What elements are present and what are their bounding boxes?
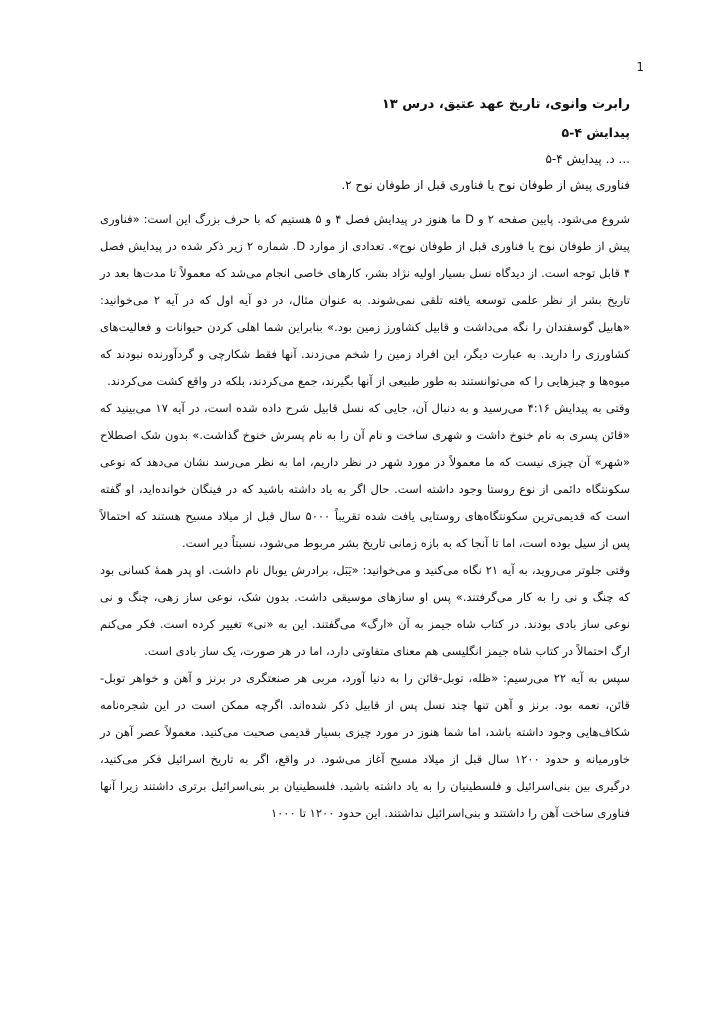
paragraph-1: شروع می‌شود. پایین صفحه ۲ و D ما هنوز در پیدایش فصل ۴ و ۵ هستیم که با حرف بزرگ این است: «فناوری پیش از طوفان نوح یا فناوری قبل از طوفان نوح». تعدادی از موارد D. شماره ۲ زیر ذکر شده در پیدایش فصل ۴ قابل توجه است. از دیدگاه نسل بسیار اولیه نژاد بشر، کارهای خاصی انجام می‌شد که معمولاً تا مدت‌ها بعد در تاریخ بشر از نظر علمی توسعه یافته تلقی نمی‌شوند. به عنوان مثال، در دو آیه اول که در آیه ۲ می‌خوانید: «هابیل گوسفندان را نگه می‌داشت و قابیل کشاورز زمین بود.» بنابراین شما اهلی کردن حیوانات و فعالیت‌های کشاورزی را دارید. به عبارت دیگر، این افراد زمین را شخم می‌زدند. آنها فقط شکارچی و گردآورنده نبودند که میوه‌ها و چیزهایی را که می‌توانستند به طور طبیعی از آنها بگیرند، جمع می‌کردند، بلکه در واقع کشت می‌کردند.: [100, 212, 630, 388]
document-subtitle: پیدایش ۴-۵: [561, 125, 630, 140]
paragraph-4: سپس به آیه ۲۲ می‌رسیم: «ظله، توبل-قائن را به دنیا آورد، مربی هر صنعتگری در برنز و آهن و خواهر توبل-قائن، نعمه بود. برنز و آهن تنها چند نسل پس از قابیل ذکر شده‌اند. اگرچه ممکن است در این شجره‌نامه شکاف‌هایی وجود داشته باشد، اما شما هنوز در مورد چیزی بسیار قدیمی صحبت می‌کنید. معمولاً عصر آهن در خاورمیانه و حدود ۱۲۰۰ سال قبل از میلاد مسیح آغاز می‌شود. در واقع، اگر به تاریخ اسرائیل فکر می‌کنید، درگیری بین بنی‌اسرائیل و فلسطینیان را به یاد داشته باشید. فلسطینیان بر بنی‌اسرائیل برتری داشتند زیرا آنها فناوری ساخت آهن را داشتند و بنی‌اسرائیل نداشتند. این حدود ۱۲۰۰ تا ۱۰۰۰: [100, 671, 630, 820]
paragraph-3: وقتی جلوتر می‌روید، به آیه ۲۱ نگاه می‌کنید و می‌خوانید: «یَبَل، برادرش یوبال نام داشت. او پدر همهٔ کسانی بود که چنگ و نی را به کار می‌گرفتند.» پس او سازهای موسیقی داشت. بدون شک، نوعی ساز زهی، چنگ و نی نوعی ساز بادی بودند. در کتاب شاه جیمز به آن «ارگ» می‌گفتند. این به «نی» تغییر کرده است. فکر می‌کنم ارگ احتمالاً در کتاب شاه جیمز انگلیسی هم معنای متفاوتی دارد، اما در هر صورت، یک ساز بادی است.: [100, 563, 630, 658]
paragraph-2: وقتی به پیدایش ۴:۱۶ می‌رسید و به دنبال آن، جایی که نسل قابیل شرح داده شده است، در آیه ۱۷ می‌بینید که «قائن پسری به نام خنوخ داشت و شهری ساخت و نام آن را به نام پسرش خنوخ گذاشت.» بدون شک اصطلاح «شهر» آن چیزی نیست که ما معمولاً در مورد شهر در نظر داریم، اما به نظر می‌رسد نشان می‌دهد که نوعی سکونتگاه دائمی از نوع روستا وجود داشته است. حال اگر به یاد داشته باشید که در فینگان خوانده‌اید، او گفته است که قدیمی‌ترین سکونتگاه‌های روستایی یافت شده تقریباً ۵۰۰۰ سال قبل از میلاد مسیح هستند که احتمالاً پس از سیل بوده است، اما تا آنجا که به بازه زمانی تاریخ بشر مربوط می‌شود، نسبتاً دیر است.: [100, 401, 630, 550]
outline-line: ... د. پیدایش ۴-۵: [545, 152, 630, 166]
page-number: 1: [636, 60, 644, 74]
document-title: رابرت وانوی، تاریخ عهد عتیق، درس ۱۳: [381, 97, 630, 112]
section-title: فناوری پیش از طوفان نوح یا فناوری قبل از طوفان نوح ۲.: [341, 178, 630, 192]
document-body: [100, 96, 630, 827]
